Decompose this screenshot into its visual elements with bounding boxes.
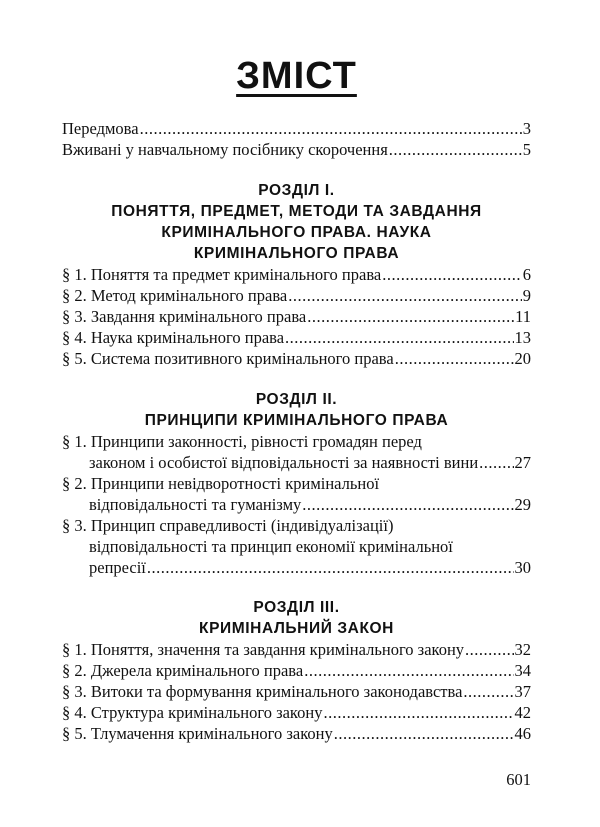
toc-entry-abbreviations[interactable]: Вживані у навчальному посібнику скорочення ..... 5	[62, 139, 531, 160]
toc-entry[interactable]: § 1. Поняття, значення та завдання кримінального закону ..... 32	[62, 639, 531, 660]
section-subtitle-line: ПРИНЦИПИ КРИМІНАЛЬНОГО ПРАВА	[144, 412, 449, 429]
toc-entry-multiline[interactable]: § 1. Принципи законності, рівності громадян перед законом і особистої відповідальності за наявності вини ..... 27	[62, 431, 531, 473]
section-heading: РОЗДІЛ І.	[258, 182, 335, 199]
toc-entry[interactable]: § 4. Структура кримінального закону ..... 42	[62, 702, 531, 723]
section-1	[62, 180, 531, 369]
toc-entry-multiline[interactable]: § 3. Принцип справедливості (індивідуалізації) відповідальності та принцип економії кримінальної репресії ..... 30	[62, 515, 531, 578]
toc-page	[62, 0, 531, 827]
section-subtitle-line: КРИМІНАЛЬНИЙ ЗАКОН	[199, 620, 394, 637]
section-subtitle-line: КРИМІНАЛЬНОГО ПРАВА	[193, 245, 400, 262]
toc-entry[interactable]: § 1. Поняття та предмет кримінального права ..... 6	[62, 264, 531, 285]
toc-entry[interactable]: § 2. Джерела кримінального права ..... 34	[62, 660, 531, 681]
section-subtitle-line: ПОНЯТТЯ, ПРЕДМЕТ, МЕТОДИ ТА ЗАВДАННЯ	[111, 203, 482, 220]
section-heading: РОЗДІЛ ІІІ.	[253, 599, 340, 616]
toc-entry[interactable]: § 5. Система позитивного кримінального права ..... 20	[62, 348, 531, 369]
front-matter	[62, 118, 531, 160]
page-number: 601	[506, 770, 531, 789]
toc-entry-preface[interactable]: Передмова ..... 3	[62, 118, 531, 139]
toc-entry[interactable]: § 2. Метод кримінального права ..... 9	[62, 285, 531, 306]
toc-entry[interactable]: § 5. Тлумачення кримінального закону ..... 46	[62, 723, 531, 744]
toc-entry[interactable]: § 3. Витоки та формування кримінального законодавства ..... 37	[62, 681, 531, 702]
toc-entry[interactable]: § 3. Завдання кримінального права ..... 11	[62, 306, 531, 327]
section-2	[62, 389, 531, 578]
toc-entry[interactable]: § 4. Наука кримінального права ..... 13	[62, 327, 531, 348]
section-subtitle-line: КРИМІНАЛЬНОГО ПРАВА. НАУКА	[161, 224, 432, 241]
section-3	[62, 597, 531, 744]
toc-entry-multiline[interactable]: § 2. Принципи невідворотності кримінальної відповідальності та гуманізму ..... 29	[62, 473, 531, 515]
page-title: ЗМІСТ	[236, 55, 357, 97]
section-heading: РОЗДІЛ ІІ.	[255, 391, 338, 408]
